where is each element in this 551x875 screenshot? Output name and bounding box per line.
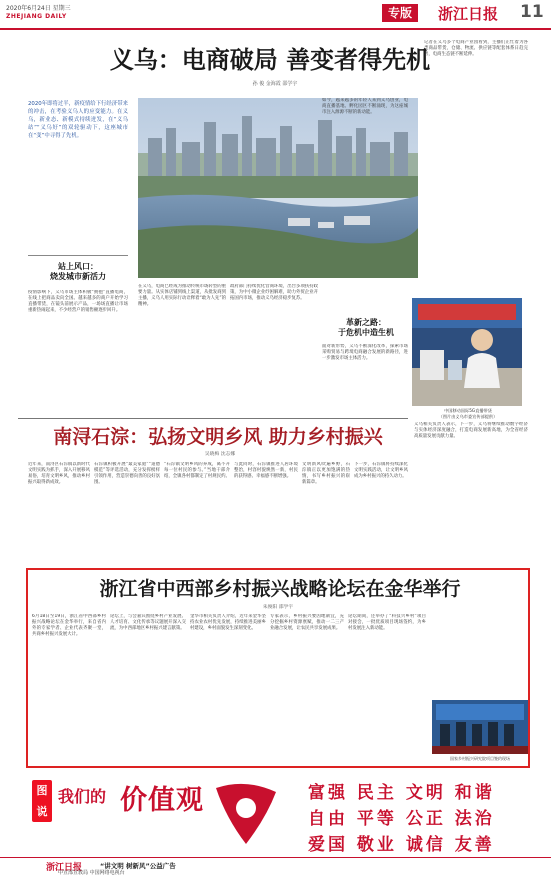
article3-column-2: 论坛上，与会嘉宾围绕乡村产业发展、人才培育、文化传承等议题展开深入交流，为中西部地区乡村振兴建言献策。 <box>110 614 186 631</box>
article1-column-2: 在义乌，电商已经成为推动传统市场转型的重要力量。从实体店铺到线上渠道，从批发商到主播，义乌人用实际行动诠释着“敢为人先”的精神。 <box>138 284 226 307</box>
banner-values-line-2: 自由 平等 公正 法治 <box>308 809 495 829</box>
article1-subheading-2: 革新之路： 于危机中造生机 <box>338 318 394 337</box>
article1-lead-text: 2020年即将过半，新疫情给下行经济带来的冲击，在考验义乌人的应变能力。在义乌，新业态、新模式持续迸发，在“义乌站”“义乌好”的双轮驱动下，这座城市在“变”中寻得了先机。 <box>28 101 128 139</box>
banner-tujie-badge: 图说 <box>32 780 52 822</box>
article1-column-4: 面对新形势，义乌不断深化改革，探索市场采购贸易与跨境电商融合发展的新路径，进一步激发市场主体活力。 <box>322 344 408 361</box>
paper-name: 浙江日报 <box>438 5 499 23</box>
public-service-banner <box>28 772 528 856</box>
page-header <box>0 0 551 30</box>
article1-column-5: 如今，越来越多的年轻人来到义乌创业，电商直播基地、孵化园区不断涌现，为这座城市注入源源不断的新动能。 <box>322 98 408 115</box>
article2-column-1: 近年来，南浔区石淙镇以新时代文明实践为抓手，深入开展移风易俗，培育文明乡风，推动乡村振兴取得新成效。 <box>28 462 90 485</box>
article3-byline: 朱俊阳 邵学宇 <box>262 605 294 610</box>
article3-column-5: 论坛期间，还举办了“科技兴乡村”项目对接会，一批优质项目现场签约，为乡村发展注入新动能。 <box>348 614 426 631</box>
photo2-caption-text: 中国移动国际5G直播带货 <box>444 408 492 413</box>
issue-date: 2020年6月24日 星期三 <box>6 5 71 12</box>
article2-column-6: 下一步，石淙镇将持续深化文明实践活动，让文明乡风成为乡村振兴的持久动力。 <box>354 462 408 479</box>
article2-column-3: “石淙镇文明乡风的养成，离不开每一位村民的参与。”当地干部介绍，全镇各村都制定了村规民约。 <box>164 462 230 479</box>
article3-column-3: 金华市相关负责人介绍，近年来金华坚持农业农村优先发展，持续推进美丽乡村建设，乡村面貌发生深刻变化。 <box>190 614 266 631</box>
article3-column-1: 6月18日至19日，浙江省中西部乡村振兴战略论坛在金华举行，来自省内外的专家学者、企业代表齐聚一堂，共商乡村振兴发展大计。 <box>32 614 106 637</box>
paper-name-english: ZHEJIANG DAILY <box>6 13 67 20</box>
footer-logo: 浙江日报 <box>46 863 83 873</box>
article1-column-6: 记者在义乌多个电商产业园看到，主播们正忙着为各类商品带货，仓储、物流、供应链等配套体系日趋完善，电商生态链不断延伸。 <box>424 40 528 57</box>
article1-lead <box>28 100 128 252</box>
footer-slogan: “讲文明 树新风”公益广告 <box>100 862 176 870</box>
article1-column-3: 政府部门持续优化营商环境，出台多项扶持政策，为中小微企业纾困解难，助力外贸企业开拓国内市场，推动义乌经济稳步复苏。 <box>230 284 318 301</box>
article1-subheading-1: 站上风口： 烧发城市新活力 <box>50 262 106 281</box>
article2-byline: 吴晓梅 沈志娜 <box>204 452 236 457</box>
banner-jiazhi: 价值观 <box>120 785 204 816</box>
banner-women: 我们的 <box>58 787 107 806</box>
article3-box <box>26 568 530 768</box>
article1-column-1: 疫情影响下，义乌市场主体积极“拥抱”直播电商，在线上把商品卖向全国。越来越多的商户开始学习直播带货，在镜头前展示产品，一场场直播让市场重新热闹起来，不少经营户的销售额逐步回升。 <box>28 290 128 313</box>
divider <box>28 255 128 256</box>
article1-photo-livestream <box>412 298 522 406</box>
calligraphy-emblem <box>196 778 296 852</box>
livestream-image <box>412 298 522 406</box>
page-number: 11 <box>520 2 544 22</box>
banner-values-line-3: 爱国 敬业 诚信 友善 <box>308 835 495 855</box>
banner-values-line-1: 富强 民主 文明 和谐 <box>308 783 495 803</box>
article2-column-5: 文明新风吹遍乡野，石淙镇正以更加饱满的热情，书写乡村振兴的崭新篇章。 <box>302 462 350 485</box>
article3-title: 浙江省中西部乡村振兴战略论坛在金华举行 <box>99 578 461 600</box>
article1-column-7: 义乌相关负责人表示，下一步，义乌将继续推动数字经济与实体经济深度融合，打造电商发展新高地，为全省经济高质量发展贡献力量。 <box>414 422 528 439</box>
footer-organizations: 中宣部宣教局 中国网络电视台 <box>58 870 125 875</box>
edition-badge: 专版 <box>382 4 418 22</box>
photo2-caption <box>412 408 524 420</box>
article2-column-2: 石淙镇积极开展“最美家庭”“道德模范”等评选活动，充分发挥榜样引领作用，营造崇德向善的良好氛围。 <box>94 462 160 485</box>
article2-column-4: 与此同时，石淙镇推进人居环境整治，村容村貌焕然一新，村民的获得感、幸福感不断增强。 <box>234 462 298 479</box>
article3-photo <box>432 700 528 754</box>
photo2-credit: （图片由义乌市委宣传部提供） <box>438 414 498 419</box>
article1-byline: 孙 俊 金海霞 邵学宇 <box>252 81 298 87</box>
article3-photo-caption: 国家乡村振兴研究院项目签约现场 <box>450 756 510 761</box>
divider <box>18 418 408 419</box>
article1-title: 义乌：电商破局 善变者得先机 <box>109 45 431 74</box>
forum-image <box>432 700 528 754</box>
page-footer <box>0 857 551 875</box>
article2-title: 南浔石淙：弘扬文明乡风 助力乡村振兴 <box>53 426 383 448</box>
article3-column-4: 专家表示，乡村振兴要因地制宜，充分挖掘乡村资源禀赋，推动一二三产业融合发展，让农民共享发展成果。 <box>270 614 344 631</box>
